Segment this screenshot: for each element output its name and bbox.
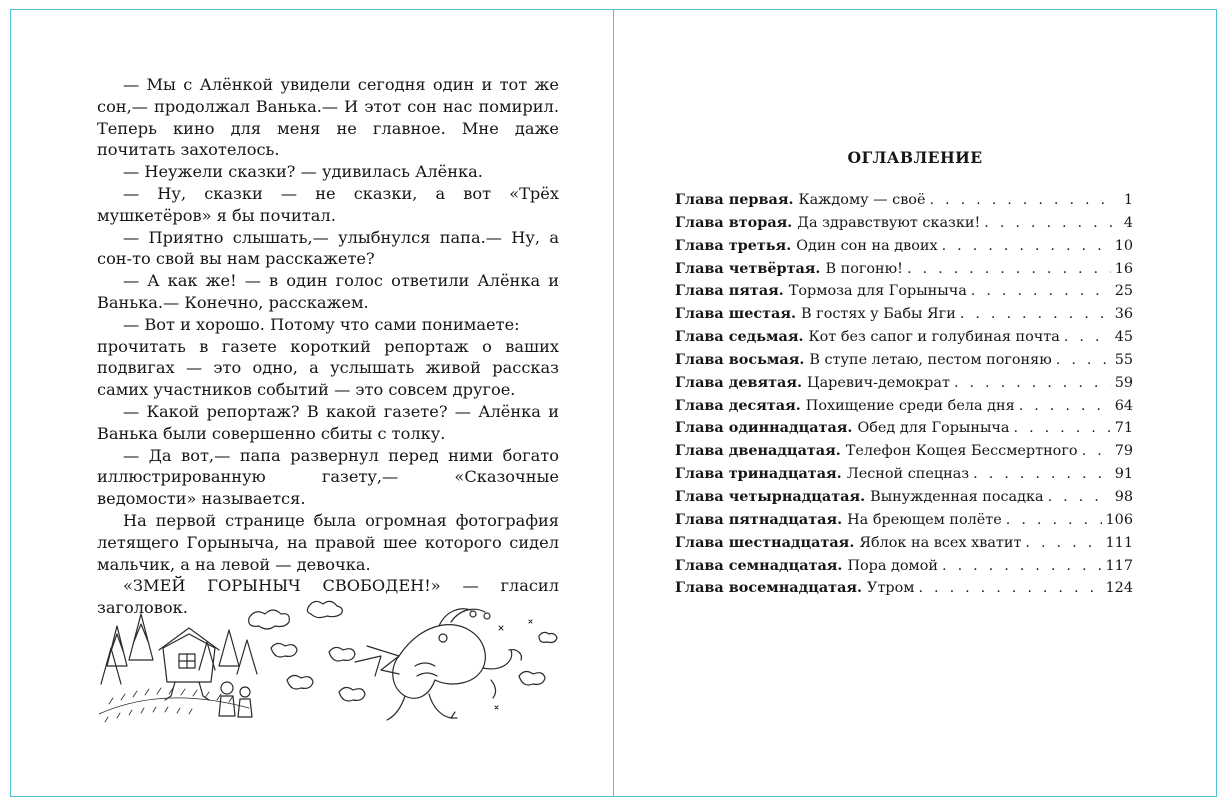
toc-page-number: 55 bbox=[1114, 351, 1133, 368]
toc-entry bbox=[675, 534, 1133, 557]
toc-page-number: 59 bbox=[1114, 374, 1133, 391]
toc-entry bbox=[675, 488, 1133, 511]
toc-page-number: 117 bbox=[1105, 557, 1133, 574]
forest-trees bbox=[101, 614, 257, 684]
toc-leader-dots bbox=[1056, 352, 1111, 368]
toc-chapter: Глава пятая. bbox=[675, 282, 784, 300]
toc-entry bbox=[675, 442, 1133, 465]
toc-chapter: Глава девятая. bbox=[675, 373, 803, 391]
toc-chapter-title: Обед для Горыныча bbox=[857, 420, 1010, 437]
toc-leader-dots bbox=[973, 466, 1111, 482]
toc-entry bbox=[675, 191, 1133, 214]
toc-leader-dots bbox=[1082, 443, 1111, 459]
toc-chapter-title: Вынужденная посадка bbox=[870, 488, 1044, 505]
toc-page-number: 4 bbox=[1123, 214, 1133, 231]
paragraph: — Приятно слышать,— улыбнулся папа.— Ну, а сон-то свой вы нам расскажете? bbox=[97, 227, 559, 269]
toc-page-number: 16 bbox=[1114, 260, 1133, 277]
paragraph: — Вот и хорошо. Потому что сами понимаете: bbox=[123, 314, 520, 334]
toc-leader-dots bbox=[1025, 535, 1101, 551]
toc-chapter: Глава шестнадцатая. bbox=[675, 533, 855, 551]
toc-entry bbox=[675, 557, 1133, 580]
toc-page-number: 71 bbox=[1114, 420, 1133, 437]
toc-entry bbox=[675, 351, 1133, 374]
toc-chapter-title: Похищение среди бела дня bbox=[805, 397, 1015, 414]
sparkles bbox=[495, 620, 532, 709]
toc-chapter: Глава вторая. bbox=[675, 213, 793, 231]
toc-chapter: Глава четырнадцатая. bbox=[675, 487, 866, 505]
toc-chapter-title: Кот без сапог и голубиная почта bbox=[808, 329, 1060, 346]
ground-hatching bbox=[99, 688, 249, 722]
toc-chapter-title: Тормоза для Горыныча bbox=[788, 283, 967, 300]
toc-chapter: Глава двенадцатая. bbox=[675, 442, 841, 460]
toc-chapter-title: В погоню! bbox=[825, 260, 903, 277]
toc-leader-dots bbox=[930, 192, 1116, 208]
toc-entry bbox=[675, 465, 1133, 488]
toc-page-number: 25 bbox=[1114, 283, 1133, 300]
paragraph: — А как же! — в один голос ответили Алёнка и Ванька.— Конечно, расскажем. bbox=[97, 271, 559, 312]
toc-chapter: Глава первая. bbox=[675, 191, 794, 208]
paragraph: — Да вот,— папа развернул перед ними богато иллюстрированную газету,— «Сказочные ведомости» называется. bbox=[97, 445, 559, 509]
toc-page-number: 10 bbox=[1114, 237, 1133, 254]
toc-page-number: 1 bbox=[1123, 192, 1133, 208]
left-page bbox=[10, 9, 614, 797]
toc-entry bbox=[675, 419, 1133, 442]
toc-chapter: Глава восемнадцатая. bbox=[675, 579, 863, 597]
toc-page-number: 79 bbox=[1114, 443, 1133, 460]
children-figures bbox=[219, 682, 252, 717]
toc-title: ОГЛАВЛЕНИЕ bbox=[847, 148, 983, 167]
toc-page-number: 124 bbox=[1105, 580, 1133, 597]
toc-entry bbox=[675, 328, 1133, 351]
toc-leader-dots bbox=[907, 261, 1111, 277]
toc-chapter-title: Яблок на всех хватит bbox=[859, 534, 1022, 551]
toc-chapter-title: В ступе летаю, пестом погоняю bbox=[809, 351, 1052, 368]
toc-leader-dots bbox=[1064, 329, 1111, 345]
paragraph: На первой странице была огромная фотография летящего Горыныча, на правой шее которого сидел мальчик, а на левой — девочка. bbox=[97, 510, 559, 574]
toc-entry bbox=[675, 511, 1133, 534]
toc-chapter: Глава семнадцатая. bbox=[675, 556, 843, 574]
toc-leader-dots bbox=[971, 283, 1111, 299]
toc-leader-dots bbox=[984, 215, 1115, 231]
story-text bbox=[97, 74, 559, 619]
toc-chapter: Глава десятая. bbox=[675, 396, 801, 414]
toc-chapter: Глава пятнадцатая. bbox=[675, 510, 843, 528]
toc-leader-dots bbox=[1014, 420, 1111, 436]
toc-page-number: 45 bbox=[1114, 329, 1133, 346]
toc-chapter-title: Да здравствуют сказки! bbox=[797, 214, 981, 231]
toc-chapter: Глава четвёртая. bbox=[675, 259, 821, 277]
toc-chapter-title: Царевич-демократ bbox=[807, 374, 950, 391]
paragraph: — Мы с Алёнкой увидели сегодня один и тот же сон,— продолжал Ванька.— И этот сон нас помирил. Теперь кино для меня не главное. Мне даже почитать захотелось. bbox=[97, 75, 559, 160]
toc-leader-dots bbox=[954, 375, 1111, 391]
right-page bbox=[613, 9, 1217, 797]
toc-chapter: Глава восьмая. bbox=[675, 350, 805, 368]
toc-chapter-title: Пора домой bbox=[847, 557, 939, 574]
toc-entry bbox=[675, 260, 1133, 283]
toc-page-number: 91 bbox=[1114, 466, 1133, 483]
toc-leader-dots bbox=[1006, 512, 1102, 528]
toc-leader-dots bbox=[960, 306, 1111, 322]
toc-entry bbox=[675, 214, 1133, 237]
toc-chapter-title: На бреющем полёте bbox=[847, 511, 1002, 528]
toc-entry bbox=[675, 397, 1133, 420]
toc-entry bbox=[675, 579, 1133, 602]
toc-chapter: Глава одиннадцатая. bbox=[675, 419, 853, 437]
toc-page-number: 111 bbox=[1105, 534, 1133, 551]
toc-chapter-title: Телефон Кощея Бессмертного bbox=[845, 443, 1078, 460]
paragraph: прочитать в газете короткий репортаж о ваших подвигах — это одно, а услышать живой рассказ самих участников событий — это совсем другое. bbox=[97, 336, 559, 400]
toc-entry bbox=[675, 374, 1133, 397]
paragraph: — Какой репортаж? В какой газете? — Алёнка и Ванька были совершенно сбиты с толку. bbox=[97, 401, 559, 443]
toc-page-number: 106 bbox=[1105, 511, 1133, 528]
toc-chapter-title: Один сон на двоих bbox=[796, 237, 938, 254]
toc-chapter-title: Утром bbox=[867, 580, 915, 597]
toc-entry bbox=[675, 305, 1133, 328]
toc-leader-dots bbox=[942, 558, 1102, 574]
toc-chapter: Глава шестая. bbox=[675, 305, 797, 323]
toc-chapter: Глава седьмая. bbox=[675, 328, 804, 346]
toc-leader-dots bbox=[942, 238, 1111, 254]
toc-page-number: 36 bbox=[1114, 306, 1133, 323]
toc-chapter-title: Каждому — своё bbox=[798, 192, 926, 208]
toc-chapter: Глава третья. bbox=[675, 236, 792, 254]
table-of-contents bbox=[675, 191, 1133, 602]
paragraph: «ЗМЕЙ ГОРЫНЫЧ СВОБОДЕН!» — гласил заголовок. bbox=[97, 576, 559, 618]
paragraph: — Ну, сказки — не сказки, а вот «Трёх мушкетёров» я бы почитал. bbox=[97, 183, 559, 225]
dragon-illustration bbox=[99, 596, 565, 730]
dragon-drawing bbox=[355, 609, 521, 720]
toc-page-number: 98 bbox=[1114, 488, 1133, 505]
toc-page-number: 64 bbox=[1114, 397, 1133, 414]
toc-chapter-title: В гостях у Бабы Яги bbox=[801, 306, 956, 323]
toc-entry bbox=[675, 237, 1133, 260]
toc-leader-dots bbox=[1019, 398, 1111, 414]
toc-leader-dots bbox=[918, 580, 1101, 596]
paragraph: — Неужели сказки? — удивилась Алёнка. bbox=[123, 162, 483, 182]
toc-entry bbox=[675, 282, 1133, 305]
toc-chapter: Глава тринадцатая. bbox=[675, 465, 842, 483]
toc-leader-dots bbox=[1048, 489, 1111, 505]
hut-drawing bbox=[159, 628, 219, 700]
toc-chapter-title: Лесной спецназ bbox=[846, 466, 970, 483]
